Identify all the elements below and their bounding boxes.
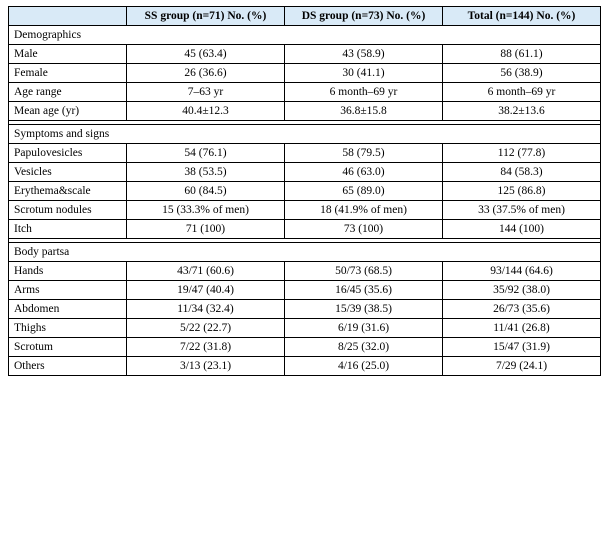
row-label: Erythema&scale — [9, 182, 127, 201]
row-label: Vesicles — [9, 163, 127, 182]
table-row — [9, 144, 601, 163]
row-value: 7–63 yr — [127, 83, 285, 102]
row-value: 60 (84.5) — [127, 182, 285, 201]
table-row — [9, 102, 601, 121]
row-value: 84 (58.3) — [443, 163, 601, 182]
row-value: 54 (76.1) — [127, 144, 285, 163]
header-cell-total: Total (n=144) No. (%) — [443, 7, 601, 26]
row-label: Scrotum — [9, 338, 127, 357]
row-value: 125 (86.8) — [443, 182, 601, 201]
section-title: Body partsa — [9, 243, 601, 262]
row-value: 11/41 (26.8) — [443, 319, 601, 338]
table-row — [9, 357, 601, 376]
table-body — [9, 26, 601, 376]
row-label: Thighs — [9, 319, 127, 338]
row-value: 5/22 (22.7) — [127, 319, 285, 338]
row-value: 4/16 (25.0) — [285, 357, 443, 376]
table-row — [9, 319, 601, 338]
row-value: 26 (36.6) — [127, 64, 285, 83]
row-value: 56 (38.9) — [443, 64, 601, 83]
table-row — [9, 83, 601, 102]
row-value: 15/39 (38.5) — [285, 300, 443, 319]
section-title: Demographics — [9, 26, 601, 45]
row-value: 112 (77.8) — [443, 144, 601, 163]
row-value: 38.2±13.6 — [443, 102, 601, 121]
row-value: 7/22 (31.8) — [127, 338, 285, 357]
row-value: 6/19 (31.6) — [285, 319, 443, 338]
row-value: 43/71 (60.6) — [127, 262, 285, 281]
row-value: 144 (100) — [443, 220, 601, 239]
table-row — [9, 45, 601, 64]
table-row — [9, 220, 601, 239]
row-label: Arms — [9, 281, 127, 300]
row-value: 58 (79.5) — [285, 144, 443, 163]
section-header-row — [9, 243, 601, 262]
table-row — [9, 262, 601, 281]
row-value: 45 (63.4) — [127, 45, 285, 64]
row-value: 18 (41.9% of men) — [285, 201, 443, 220]
row-value: 35/92 (38.0) — [443, 281, 601, 300]
row-value: 3/13 (23.1) — [127, 357, 285, 376]
table-row — [9, 163, 601, 182]
row-label: Female — [9, 64, 127, 83]
table-row — [9, 338, 601, 357]
demographics-symptoms-table — [8, 6, 601, 376]
row-value: 33 (37.5% of men) — [443, 201, 601, 220]
row-value: 46 (63.0) — [285, 163, 443, 182]
row-value: 6 month–69 yr — [285, 83, 443, 102]
table-row — [9, 201, 601, 220]
row-value: 8/25 (32.0) — [285, 338, 443, 357]
row-value: 15 (33.3% of men) — [127, 201, 285, 220]
row-label: Others — [9, 357, 127, 376]
row-value: 93/144 (64.6) — [443, 262, 601, 281]
row-value: 71 (100) — [127, 220, 285, 239]
row-label: Scrotum nodules — [9, 201, 127, 220]
header-cell-ss-group: SS group (n=71) No. (%) — [127, 7, 285, 26]
row-value: 16/45 (35.6) — [285, 281, 443, 300]
header-cell-corner — [9, 7, 127, 26]
table-header — [9, 7, 601, 26]
section-title: Symptoms and signs — [9, 125, 601, 144]
row-value: 40.4±12.3 — [127, 102, 285, 121]
row-label: Male — [9, 45, 127, 64]
row-value: 73 (100) — [285, 220, 443, 239]
row-label: Abdomen — [9, 300, 127, 319]
row-value: 38 (53.5) — [127, 163, 285, 182]
row-value: 30 (41.1) — [285, 64, 443, 83]
row-value: 19/47 (40.4) — [127, 281, 285, 300]
row-value: 6 month–69 yr — [443, 83, 601, 102]
header-cell-ds-group: DS group (n=73) No. (%) — [285, 7, 443, 26]
row-label: Papulovesicles — [9, 144, 127, 163]
table-row — [9, 64, 601, 83]
row-label: Itch — [9, 220, 127, 239]
table-row — [9, 281, 601, 300]
row-value: 15/47 (31.9) — [443, 338, 601, 357]
row-value: 36.8±15.8 — [285, 102, 443, 121]
row-value: 11/34 (32.4) — [127, 300, 285, 319]
section-header-row — [9, 125, 601, 144]
row-value: 7/29 (24.1) — [443, 357, 601, 376]
row-label: Hands — [9, 262, 127, 281]
table-header-row — [9, 7, 601, 26]
section-header-row — [9, 26, 601, 45]
table-row — [9, 300, 601, 319]
row-value: 88 (61.1) — [443, 45, 601, 64]
row-value: 65 (89.0) — [285, 182, 443, 201]
table-row — [9, 182, 601, 201]
row-value: 26/73 (35.6) — [443, 300, 601, 319]
row-label: Mean age (yr) — [9, 102, 127, 121]
row-value: 50/73 (68.5) — [285, 262, 443, 281]
row-value: 43 (58.9) — [285, 45, 443, 64]
row-label: Age range — [9, 83, 127, 102]
